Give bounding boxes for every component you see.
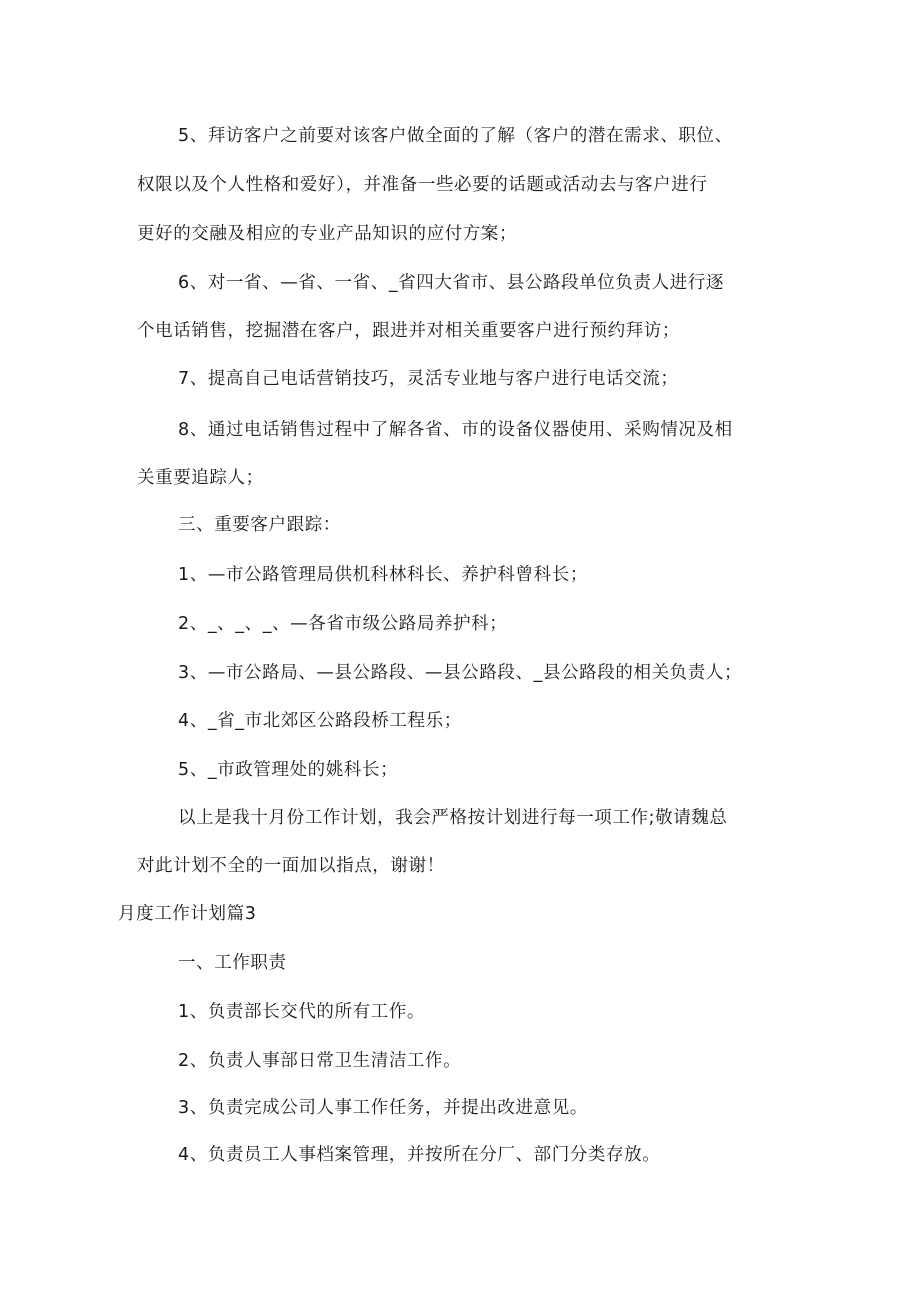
list-item: 2、负责人事部日常卫生清洁工作。 [178, 1051, 462, 1071]
paragraph-line: 更好的交融及相应的专业产品知识的应付方案； [137, 224, 518, 244]
section-title: 月度工作计划篇3 [118, 904, 257, 924]
list-item: 1、—市公路管理局供机科林科长、养护科曾科长； [178, 565, 588, 585]
list-item: 4、负责员工人事档案管理，并按所在分厂、部门分类存放。 [178, 1145, 661, 1165]
list-item: 3、—市公路局、—县公路段、—县公路段、_县公路段的相关负责人； [178, 663, 743, 683]
list-item: 5、_市政管理处的姚科长； [178, 760, 399, 780]
paragraph-line: 5、拜访客户之前要对该客户做全面的了解（客户的潜在需求、职位、 [178, 126, 733, 146]
paragraph-line: 对此计划不全的一面加以指点，谢谢！ [137, 856, 445, 876]
list-item: 3、负责完成公司人事工作任务，并提出改进意见。 [178, 1098, 588, 1118]
list-item: 1、负责部长交代的所有工作。 [178, 1002, 426, 1022]
list-item: 2、_、_、_、—各省市级公路局养护科； [178, 614, 508, 634]
paragraph-line: 6、对一省、—省、一省、_省四大省市、县公路段单位负责人进行逐 [178, 273, 724, 293]
paragraph-line: 权限以及个人性格和爱好），并准备一些必要的话题或活动去与客户进行 [137, 175, 708, 195]
paragraph-line: 8、通过电话销售过程中了解各省、市的设备仪器使用、采购情况及相 [178, 420, 733, 440]
paragraph-line: 关重要追踪人； [137, 468, 264, 488]
paragraph-line: 以上是我十月份工作计划，我会严格按计划进行每一项工作;敬请魏总 [178, 808, 728, 828]
paragraph-line: 个电话销售，挖掘潜在客户，跟进并对相关重要客户进行预约拜访； [137, 321, 680, 341]
list-item: 4、_省_市北郊区公路段桥工程乐； [178, 711, 462, 731]
paragraph-line: 7、提高自己电话营销技巧，灵活专业地与客户进行电话交流； [178, 369, 679, 389]
section-heading: 三、重要客户跟踪： [178, 515, 341, 535]
section-heading: 一、工作职责 [178, 953, 287, 973]
